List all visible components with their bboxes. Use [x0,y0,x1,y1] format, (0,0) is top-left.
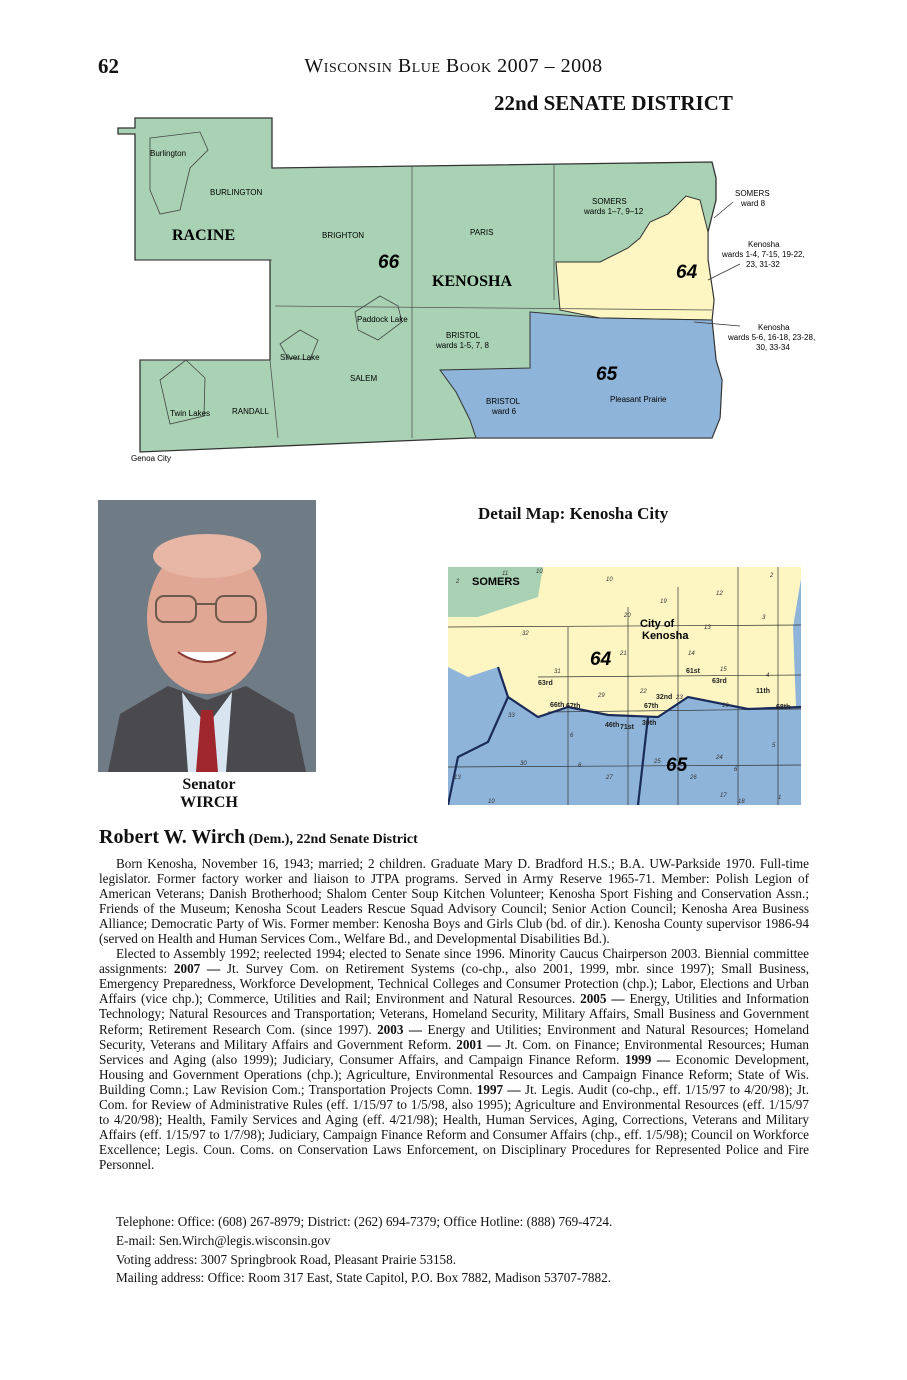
label-pleasant-prairie: Pleasant Prairie [610,395,667,404]
bio-year: 2005 — [580,991,625,1007]
label-kenosha-2-wards-a: wards 5-6, 16-18, 23-28, [728,333,816,342]
bio-text: Energy and Utilities; Environment and Natural Resources; Homeland Security, Veterans and Military Affairs and Government Reform. [99,1021,809,1052]
label-salem: SALEM [350,374,378,383]
page-number: 62 [98,54,119,78]
detail-street-label: 63rd [712,678,727,685]
detail-somers-label: SOMERS [472,576,520,588]
detail-ward-label: 12 [716,591,723,597]
detail-ward-label: 19 [660,599,667,605]
detail-ward-label: 15 [720,667,727,673]
detail-ward-label: 6 [578,763,582,769]
detail-ward-label: 23 [676,695,683,701]
district-65-label: 65 [596,364,618,385]
label-bristol-1: BRISTOL [446,331,481,340]
detail-district-65-label: 65 [666,755,688,776]
label-silver-lake: Silver Lake [280,353,320,362]
label-somers-2-wards: ward 8 [741,199,766,208]
book-title-part: ook [459,55,492,77]
bio-text: Economic Development, Housing and Government Operations (chp.); Agriculture, Environmental Resources and Campaign Finance Reform; State of Wis. Building Comn.; Law Revision Com.; Transportation Projects Comn. [99,1051,809,1097]
contact-voting-address: Voting address: 3007 Springbrook Road, Pleasant Prairie 53158. [116,1251,457,1267]
district-map-title: 22nd SENATE DISTRICT [494,91,733,115]
district-66-label: 66 [378,252,400,273]
detail-street-label: 46th [605,722,620,729]
detail-map [448,567,801,805]
detail-ward-label: 21 [620,651,627,657]
book-title-part: isconsin [323,55,398,77]
bio-text: Jt. Com. on Finance; Environmental Resources; Human Services and Aging (also 1999); Judiciary, Consumer Affairs, and Campaign Finance Reform. [99,1036,809,1067]
biography [99,856,809,1172]
detail-street-label: 67th [566,703,581,710]
senator-portrait [98,500,316,772]
detail-city-label-b: Kenosha [642,630,689,642]
contact-info [116,1213,612,1288]
book-title-part: B [397,55,412,77]
bio-text: Jt. Survey Com. on Retirement Systems (co-chp., also 2001, 1999, mbr. since 1997); Small Business, Emergency Preparedness, Workforce Development, Technical Colleges and Consumer Protection (chp.); Labor, Elections and Urban Affairs (vice chp.); Commerce, Utilities and Rail; Environment and Natural Resources. [99,961,810,1007]
detail-ward-label: 10 [488,799,495,805]
detail-ward-label: 1 [778,795,782,801]
detail-city-label-a: City of [640,618,675,630]
leader-line [708,264,740,280]
label-kenosha-1: Kenosha [748,240,780,249]
detail-ward-label: 13 [704,625,711,631]
bio-text: Elected to Assembly 1992; reelected 1994; elected to Senate since 1996. Minority Caucus Chairperson 2003. Biennial committee assignments: [99,946,809,977]
detail-ward-label: 3 [762,615,766,621]
label-paris: PARIS [470,228,494,237]
label-genoa-city: Genoa City [131,454,172,463]
label-paddock-lake: Paddock Lake [357,315,408,324]
label-randall: RANDALL [232,407,269,416]
label-burlington-city: Burlington [150,149,187,158]
contact-email[interactable]: E-mail: Sen.Wirch@legis.wisconsin.gov [116,1232,331,1248]
detail-ward-label: 33 [508,713,515,719]
detail-ward-label: 27 [606,775,613,781]
detail-ward-label: 10 [536,569,543,575]
detail-ward-label: 6 [734,767,738,773]
caption-line: Senator [182,776,236,793]
detail-street-label: 11th [756,688,771,695]
detail-ward-label: 22 [640,689,647,695]
detail-ward-label: 10 [606,577,613,583]
detail-ward-label: 26 [690,775,697,781]
detail-street-label: 39th [642,720,657,727]
detail-ward-label: 16 [722,703,729,709]
bio-year: 1997 — [476,1081,521,1097]
book-title-part: lue [411,55,446,77]
label-kenosha-1-wards-a: wards 1-4, 7-15, 19-22, [722,250,805,259]
label-somers-1-wards: wards 1–7, 9–12 [584,207,644,216]
detail-street-label: 61st [686,668,701,675]
detail-ward-label: 25 [654,759,661,765]
detail-ward-label: 17 [720,793,727,799]
detail-district-64-label: 64 [590,649,612,670]
bio-year: 2001 — [456,1036,501,1052]
bio-year: 2003 — [377,1021,423,1037]
detail-ward-label: 14 [688,651,695,657]
detail-ward-label: 13 [454,775,461,781]
detail-street-label: 67th [644,703,659,710]
label-kenosha-1-wards-b: 23, 31-32 [746,260,780,269]
detail-ward-label: 2 [456,579,460,585]
label-kenosha-2-wards-b: 30, 33-34 [756,343,790,352]
detail-ward-label: 18 [738,799,745,805]
label-kenosha-2: Kenosha [758,323,790,332]
detail-street-label: 63rd [538,680,553,687]
detail-ward-label: 11 [502,571,509,577]
county-racine: RACINE [172,227,236,244]
detail-ward-label: 4 [766,673,770,679]
senator-name: Robert W. Wirch [99,826,246,848]
bio-paragraph: Born Kenosha, November 16, 1943; married; 2 children. Graduate Mary D. Bradford H.S.; B.A. UW-Parkside 1970. Full-time legislator. Former factory worker and liaison to JTPA programs. Served in Army Reserve 1965-71. Member: Polish Legion of American Veterans; Danish Brotherhood; Shalom Center Soup Kitchen Volunteer; Kenosha Sport Fishing and Conservation Assn.; Friends of the Museum; Kenosha Scout Leaders Rescue Squad Advisory Council; Senior Action Council; Kenosha Area Business Alliance; Democratic Party of Wis. Former member: Kenosha Boys and Girls Club (bd. of dir.). Kenosha County supervisor 1986-94 (served on Health and Human Services Com., Welfare Bd., and Developmental Disabilities Bd.). [99,856,809,947]
detail-ward-label: 5 [772,743,776,749]
contact-telephone: Telephone: Office: (608) 267-8979; District: (262) 694-7379; Office Hotline: (888) 769-4724. [116,1214,613,1229]
senator-party-district: (Dem.), 22nd Senate District [245,832,418,847]
detail-street-label: 71st [620,724,635,731]
detail-ward-label: 2 [770,573,774,579]
detail-ward-label: 32 [522,631,529,637]
detail-street-label: 32nd [656,694,673,701]
contact-mailing-address: Mailing address: Office: Room 317 East, State Capitol, P.O. Box 7882, Madison 53707-7882. [116,1270,611,1286]
district-map [0,0,907,480]
label-brighton: BRIGHTON [322,231,365,240]
bio-text: Jt. Legis. Audit (co-chp., eff. 1/15/97 to 4/20/98); Jt. Com. for Review of Administrative Rules (eff. 1/15/97 to 1/5/98, also 1995); Agriculture and Environmental Resources (eff. 1/15/97 to 4/20/98); Health, Family Services and Aging (eff. 4/21/98); Health, Human Services, Aging, Corrections, Veterans and Military Affairs (eff. 1/15/97 to 1/7/98); Judiciary, Campaign Finance Reform and Consumer Affairs (chp., eff. 1/5/98); Council on Workforce Excellence; Legis. Coun. Coms. on Conservation Laws Enforcement, on Disciplinary Procedures for Represented Police and Fire Personnel. [99,1081,809,1172]
portrait-image [98,500,316,772]
detail-ward-label: 6 [570,733,574,739]
book-title-part: W [304,55,324,77]
leader-line [714,202,733,218]
label-twin-lakes: Twin Lakes [170,409,211,418]
district-64-label: 64 [676,262,698,283]
detail-street-label: 68th [776,704,791,711]
detail-ward-label: 24 [716,755,723,761]
label-burlington-town: BURLINGTON [210,188,263,197]
label-bristol-2-wards: ward 6 [492,407,517,416]
label-bristol-1-wards: wards 1-5, 7, 8 [436,341,489,350]
portrait-caption [98,776,320,812]
label-bristol-2: BRISTOL [486,397,521,406]
detail-ward-label: 31 [554,669,561,675]
detail-map-title: Detail Map: Kenosha City [478,504,669,523]
label-somers-1: SOMERS [592,197,627,206]
bio-year: 2007 — [173,961,221,977]
bio-paragraph [99,946,809,1172]
senator-name-heading [99,826,418,849]
detail-ward-label: 20 [624,613,631,619]
bio-text: Energy, Utilities and Information Technology; Natural Resources and Transportation; Veterans, Homeland Security, Military Affairs, Small Business and Government Reform; Retirement Research Com. (since 1997). [99,991,809,1037]
detail-street-label: 66th [550,702,565,709]
bio-year: 1999 — [624,1051,671,1067]
county-kenosha: KENOSHA [432,273,513,290]
detail-ward-label: 29 [598,693,605,699]
book-title-part: B [445,55,460,77]
label-somers-2: SOMERS [735,189,770,198]
caption-line: WIRCH [180,794,238,811]
book-title-part: 2007 – 2008 [491,55,603,77]
detail-ward-label: 30 [520,761,527,767]
